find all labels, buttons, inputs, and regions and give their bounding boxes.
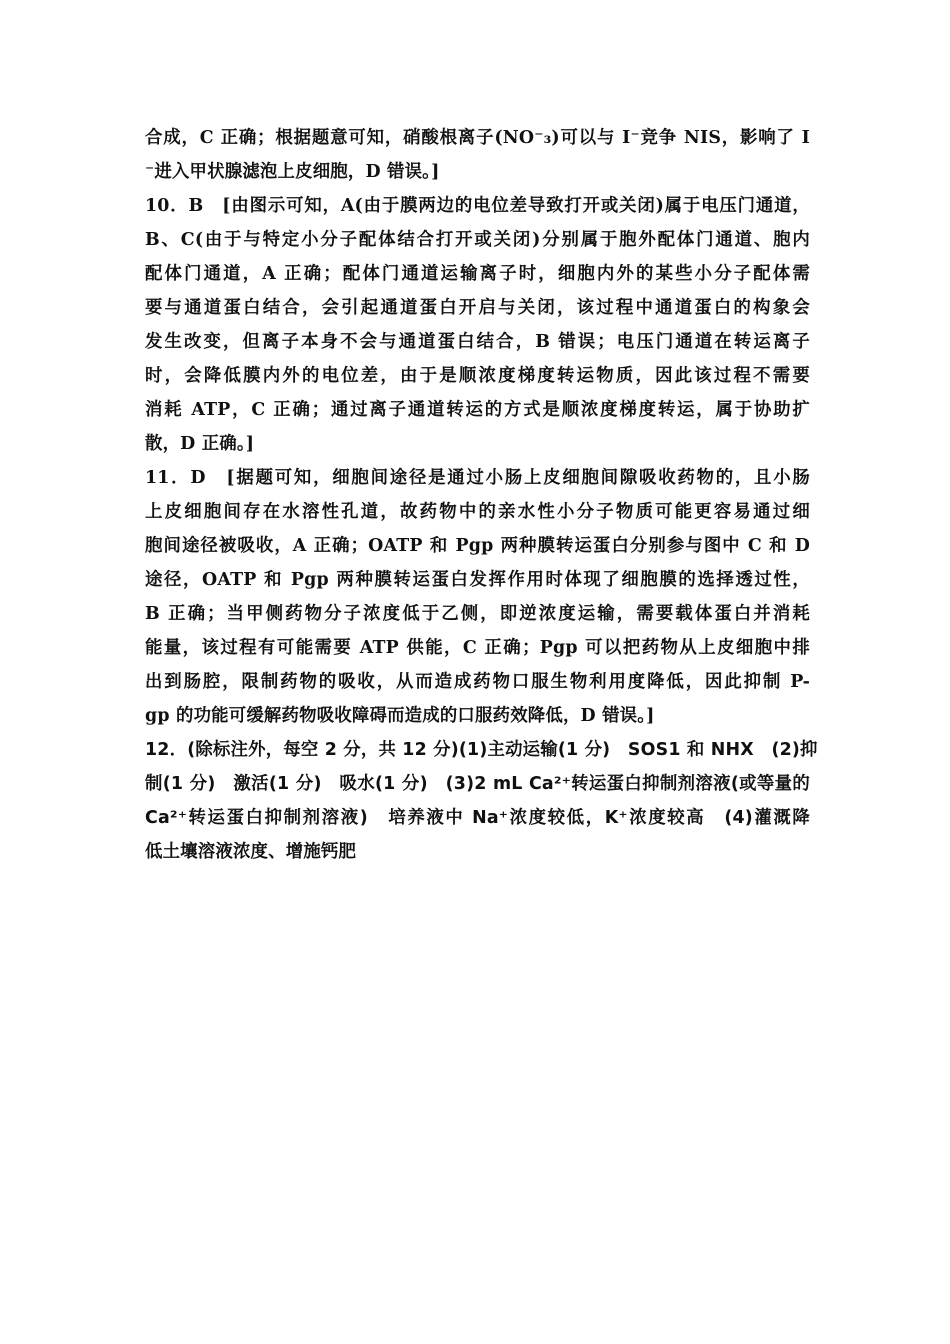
text-line: 时，会降低膜内外的电位差，由于是顺浓度梯度转运物质，因此该过程不需要: [145, 366, 810, 386]
text-line: B、C(由于与特定小分子配体结合打开或关闭)分别属于胞外配体门通道、胞内: [145, 230, 810, 250]
text-line: B 正确；当甲侧药物分子浓度低于乙侧，即逆浓度运输，需要载体蛋白并消耗: [145, 604, 810, 624]
answer-explanations: [145, 121, 818, 869]
text-line: ⁻进入甲状腺滤泡上皮细胞，D 错误。]: [145, 162, 440, 182]
text-line: 制(1 分) 激活(1 分) 吸水(1 分) (3)2 mL Ca²⁺转运蛋白抑制剂溶液(或等量的: [145, 774, 810, 794]
text-line: 合成，C 正确；根据题意可知，硝酸根离子(NO⁻₃)可以与 I⁻竞争 NIS，影响了 I: [145, 128, 810, 148]
text-line: 11．D [据题可知，细胞间途径是通过小肠上皮细胞间隙吸收药物的，且小肠: [145, 468, 810, 488]
text-line: 能量，该过程有可能需要 ATP 供能，C 正确；Pgp 可以把药物从上皮细胞中排: [145, 638, 810, 658]
question-10-explanation: [145, 189, 810, 461]
text-line: 要与通道蛋白结合，会引起通道蛋白开启与关闭，该过程中通道蛋白的构象会: [145, 298, 810, 318]
question-12-answer: [145, 733, 818, 869]
continuation-paragraph: [145, 121, 810, 189]
text-line: Ca²⁺转运蛋白抑制剂溶液) 培养液中 Na⁺浓度较低，K⁺浓度较高 (4)灌溉降: [145, 808, 810, 828]
text-line: 消耗 ATP，C 正确；通过离子通道转运的方式是顺浓度梯度转运，属于协助扩: [145, 400, 810, 420]
text-line: 配体门通道，A 正确；配体门通道运输离子时，细胞内外的某些小分子配体需: [145, 264, 810, 284]
text-line: 散，D 正确。]: [145, 434, 255, 454]
text-line: 12．(除标注外，每空 2 分，共 12 分)(1)主动运输(1 分) SOS1 和 NHX (2)抑: [145, 740, 818, 760]
text-line: 发生改变，但离子本身不会与通道蛋白结合，B 错误；电压门通道在转运离子: [145, 332, 810, 352]
text-line: 途径，OATP 和 Pgp 两种膜转运蛋白发挥作用时体现了细胞膜的选择透过性，: [145, 570, 810, 590]
text-line: 低土壤溶液浓度、增施钙肥: [145, 842, 357, 862]
text-line: gp 的功能可缓解药物吸收障碍而造成的口服药效降低，D 错误。]: [145, 706, 655, 726]
text-line: 上皮细胞间存在水溶性孔道，故药物中的亲水性小分子物质可能更容易通过细: [145, 502, 810, 522]
text-line: 胞间途径被吸收，A 正确；OATP 和 Pgp 两种膜转运蛋白分别参与图中 C 和 D: [145, 536, 810, 556]
text-line: 出到肠腔，限制药物的吸收，从而造成药物口服生物利用度降低，因此抑制 P-: [145, 672, 810, 692]
text-line: 10．B [由图示可知，A(由于膜两边的电位差导致打开或关闭)属于电压门通道，: [145, 196, 810, 216]
question-11-explanation: [145, 461, 810, 733]
